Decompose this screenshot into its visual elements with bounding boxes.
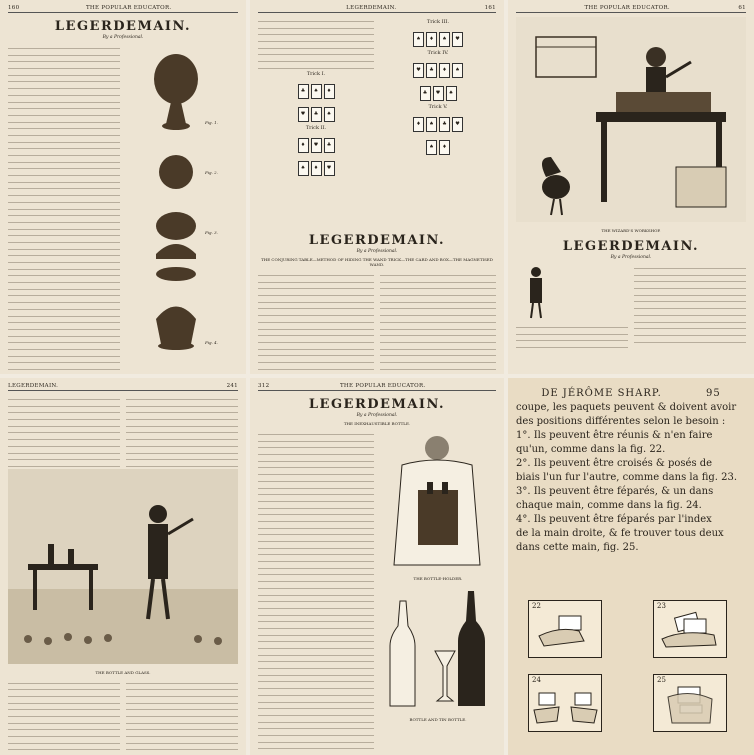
running-head: DE JÉRÔME SHARP. 95 [541,388,721,399]
card-diagram: ♥ ♣ ♦ ♠ ♣ ♥ ♠ [380,56,496,102]
figure-label: Fig. 3. [205,230,218,235]
running-head: LEGERDEMAIN. 241 [8,383,238,389]
page-title: LEGERDEMAIN. [54,19,192,34]
page-legerdemain-161 [250,0,504,374]
page-jerome-sharp [508,378,754,755]
bottle-and-tin-illustration [380,581,495,711]
wizard-workshop-illustration [516,17,746,222]
byline: By a Professional. [610,255,652,260]
trick-label: Trick V. [428,104,448,110]
byline: By a Professional. [356,249,398,254]
text-line: qu'un, comme dans la fig. 22. [516,444,666,455]
trick-label: Trick IV. [427,50,449,56]
running-head: LEGERDEMAIN. 161 [258,5,496,13]
trick-label: Trick I. [306,70,326,77]
page-inexhaustible-bottle [250,378,504,755]
hand-figure-24: 24 [528,674,602,732]
text-line: coupe, les paquets peuvent & doivent avoir [516,402,737,413]
figure-caption: THE BOTTLE-HOLDER. [413,576,463,581]
figure-column [126,44,238,374]
page-legerdemain-160 [0,0,246,374]
figure-label: Fig. 1. [205,120,218,125]
card-diagram: ♦ ♥ ♣ ♠ ♦ ♥ [258,131,374,177]
trick-label: Trick III. [426,19,450,25]
hand-figure-22: 22 [528,600,602,658]
french-text-block [516,387,746,555]
text-line: de la main droite, & fe trouver tous deux [516,528,724,539]
card-diagram: ♠ ♦ ♠ ♥ [380,25,496,48]
page-legerdemain-241 [0,378,246,755]
text-line: 2°. Ils peuvent être croisés & posés de [516,458,713,469]
page-wizards-workshop [508,0,754,374]
page-title: LEGERDEMAIN. [562,239,700,254]
cup-and-ball-illustration [126,44,238,364]
hand-figure-25: 25 [653,674,727,732]
figure-caption: BOTTLE AND TIN BOTTLE. [409,717,467,722]
running-head: 160 THE POPULAR EDUCATOR. [8,5,238,13]
hand-figure-23: 23 [653,600,727,658]
figure-caption: THE BOTTLE AND GLASS. [95,669,151,675]
text-column [8,44,120,374]
figure-caption: THE WIZARD'S WORKSHOP. [601,228,661,233]
byline: By a Professional. [102,35,144,40]
figure-label: Fig. 4. [205,340,218,345]
text-line: chaque main, comme dans la fig. 24. [516,500,702,511]
bottle-and-glass-illustration [8,469,238,664]
page-title: LEGERDEMAIN. [308,233,446,248]
figure-label: Fig. 2. [205,170,218,175]
text-line: 4°. Ils peuvent être féparés par l'index [516,514,712,525]
text-line: 3°. Ils peuvent être féparés, & un dans [516,486,714,497]
page-title: LEGERDEMAIN. [308,397,446,412]
card-diagram: ♣ ♠ ♦ ♥ ♣ ♠ [258,77,374,123]
card-diagram: ♦ ♠ ♣ ♥ ♠ ♦ [380,110,496,156]
text-line: des positions différentes selon le besoin : [516,416,726,427]
text-line: dans cette main, fig. 25. [516,542,639,553]
section-subhead: THE INEXHAUSTIBLE BOTTLE. [343,421,411,426]
conjurer-figure-illustration [516,264,556,319]
text-column [258,17,374,227]
text-line: biais l'un fur l'autre, comme dans la fig. 23. [516,472,738,483]
section-subhead: THE CONJURING TABLE—METHOD OF HIDING THE WAND TRICK—THE CARD AND BOX—THE MAGNETISED WAND. [261,257,493,267]
bottle-holder-illustration [380,430,495,570]
running-head: THE POPULAR EDUCATOR. 61 [516,5,746,13]
running-head: 312 THE POPULAR EDUCATOR. [258,383,496,391]
card-column [380,17,496,227]
byline: By a Professional. [356,413,398,418]
text-line: 1°. Ils peuvent être réunis & n'en faire [516,430,713,441]
trick-label: Trick II. [305,124,327,131]
